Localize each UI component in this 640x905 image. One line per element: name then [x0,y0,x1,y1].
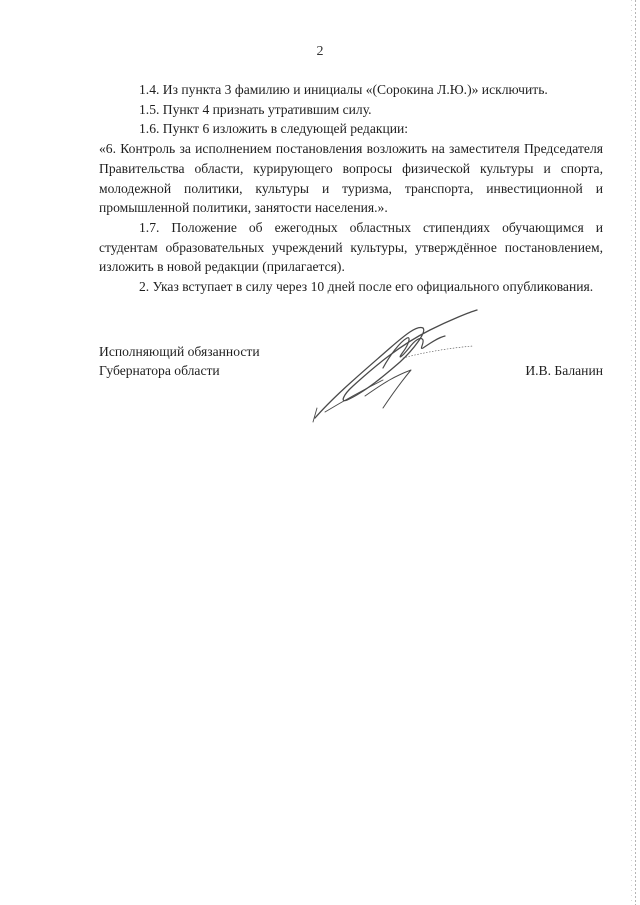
paragraph-1-6: 1.6. Пункт 6 изложить в следующей редакции: [139,121,409,137]
scan-edge-line [635,0,636,905]
paragraph-1-4: 1.4. Из пункта 3 фамилию и инициалы «(Сорокина Л.Ю.)» исключить. [139,82,548,97]
page-number: 2 [316,44,324,59]
handwritten-signature [305,300,485,430]
paragraph-1-7: 1.7. Положение об ежегодных областных стипендиях обучающимся и студентам образовательных учреждений культуры, утверждённое постановлением, изложить в новой редакции (прилагается). [99,219,603,275]
scan-edge-line-inner [631,0,632,905]
signatory-title-line1: Исполняющий обязанности [99,344,260,359]
signatory-name: И.В. Баланин [525,363,603,378]
paragraph-1-5: 1.5. Пункт 4 признать утратившим силу. [139,101,372,117]
paragraph-2: 2. Указ вступает в силу через 10 дней после его официального опубликования. [139,279,594,295]
signatory-title [99,342,260,380]
paragraph-6-quote: «6. Контроль за исполнением постановления возложить на заместителя Председателя Правительства области, курирующего вопросы физической культуры и спорта, молодежной политики, культуры и туризма, транспорта, инвестиционной и промышленной политики, занятости населения.». [99,141,603,216]
document-body [99,80,603,297]
signatory-title-line2: Губернатора области [99,363,220,378]
